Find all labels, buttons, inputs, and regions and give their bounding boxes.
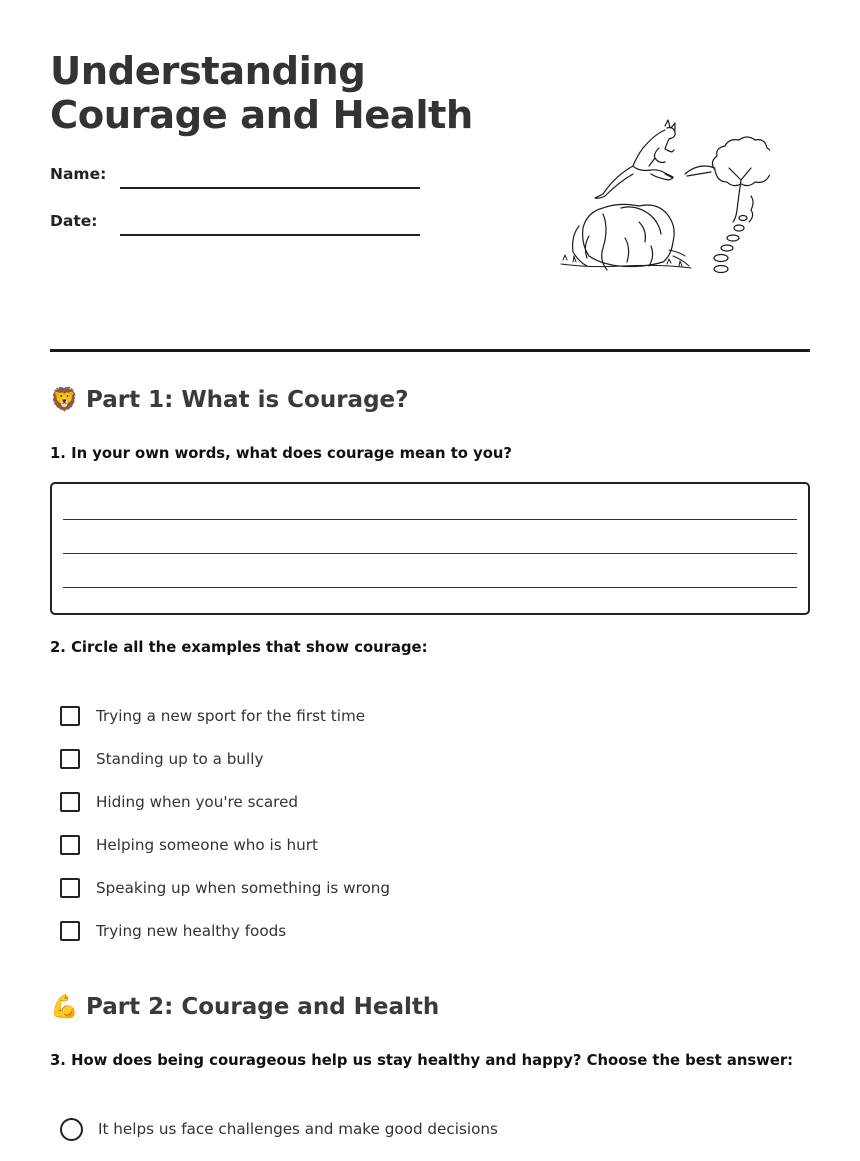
option-label: Trying a new sport for the first time [96,707,366,725]
question-2: 2. Circle all the examples that show courage: [50,639,428,656]
date-field[interactable] [120,234,420,236]
checkbox[interactable] [60,921,80,941]
option-label: Speaking up when something is wrong [96,879,391,897]
option-item[interactable] [60,876,390,900]
option-item[interactable] [60,1117,498,1141]
option-label: Trying new healthy foods [96,922,287,940]
option-item[interactable] [60,919,286,943]
option-item[interactable] [60,747,263,771]
option-label: Hiding when you're scared [96,793,299,811]
answer-box-q1[interactable] [50,482,810,615]
option-item[interactable] [60,790,298,814]
checkbox[interactable] [60,792,80,812]
flexed-biceps-emoji-icon: 💪 [50,994,79,1020]
part1-heading [50,386,408,413]
name-field[interactable] [120,187,420,189]
part1-heading-text: Part 1: What is Courage? [86,387,409,413]
checkbox[interactable] [60,706,80,726]
tree-icon [685,137,770,222]
stones-path-icon [714,216,747,273]
writing-line [63,587,797,588]
page-title: Understanding Courage and Health [50,49,473,138]
option-label: It helps us face challenges and make good decisions [98,1120,498,1138]
question-1: 1. In your own words, what does courage mean to you? [50,445,513,462]
part2-heading [50,993,439,1020]
checkbox[interactable] [60,835,80,855]
lion-emoji-icon: 🦁 [50,387,79,413]
rock-icon [573,204,675,270]
kangaroo-on-rock-illustration [555,118,770,280]
option-label: Standing up to a bully [96,750,264,768]
kangaroo-icon [595,120,675,198]
writing-line [63,519,797,520]
option-label: Helping someone who is hurt [96,836,318,854]
question-3: 3. How does being courageous help us stay healthy and happy? Choose the best answer: [50,1052,794,1069]
checkbox[interactable] [60,749,80,769]
checkbox[interactable] [60,878,80,898]
section-divider [50,349,810,352]
name-label: Name: [50,165,107,183]
option-item[interactable] [60,833,318,857]
writing-line [63,553,797,554]
part2-heading-text: Part 2: Courage and Health [86,994,440,1020]
radio-button[interactable] [60,1118,83,1141]
date-label: Date: [50,212,98,230]
option-item[interactable] [60,704,365,728]
